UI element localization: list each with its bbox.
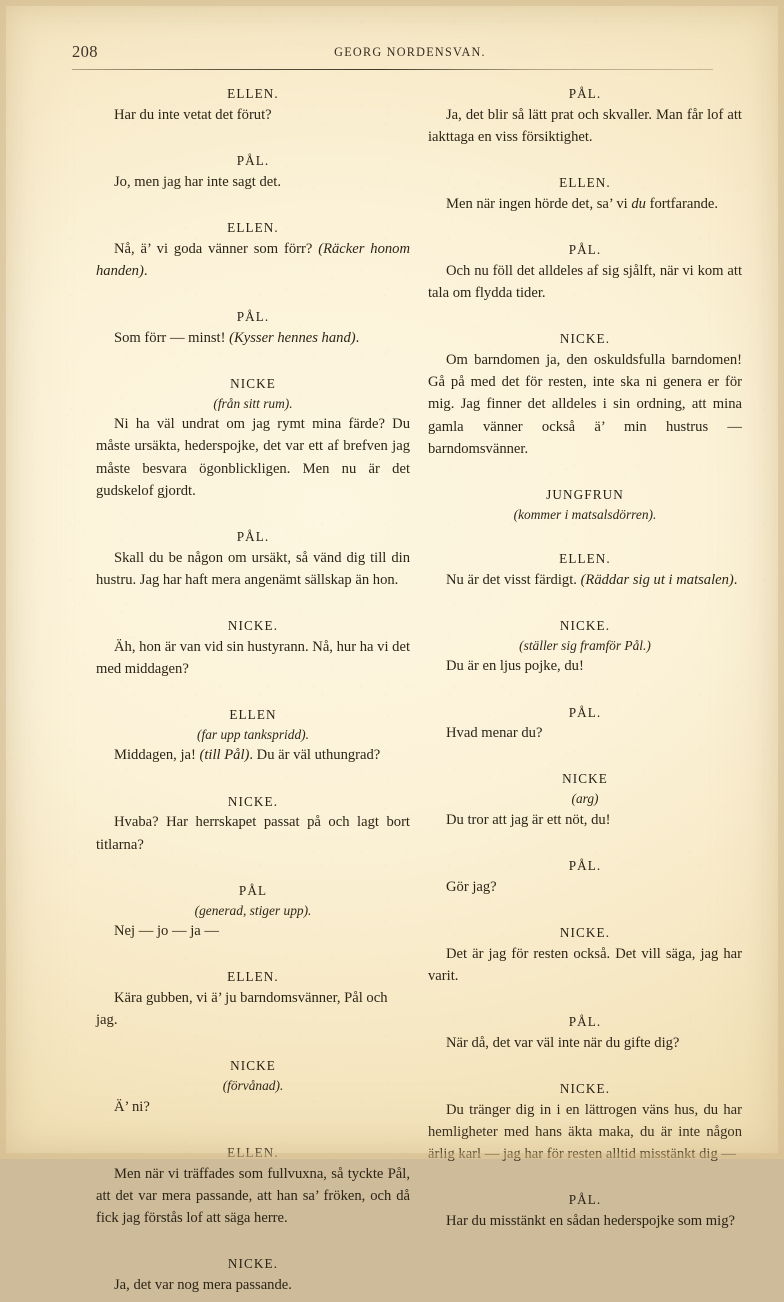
- dialogue-line: Nu är det visst färdigt. (Räddar sig ut i matsalen).: [446, 571, 738, 588]
- speech-block: [96, 1254, 410, 1296]
- dialogue-line: Skall du be någon om ursäkt, så vänd dig till din hustru. Jag har haft mera angenämt sällskap än hon.: [96, 549, 410, 588]
- stage-direction: (förvånad).: [222, 1078, 284, 1094]
- speaker-name: ELLEN.: [227, 969, 279, 985]
- dialogue-line: Jo, men jag har inte sagt det.: [114, 173, 281, 190]
- speech-gap: [428, 310, 742, 329]
- dialogue-line: Du tränger dig in i en lättrogen väns hus, du har hemligheter med hans äkta maka, du är inte någon ärlig karl — jag har för resten alltid misstänkt dig —: [428, 1101, 742, 1163]
- dialogue-line: Hvad menar du?: [446, 725, 543, 742]
- speaker-name: PÅL.: [568, 857, 602, 873]
- speaker-name: NICKE: [562, 771, 608, 787]
- speech-gap: [96, 199, 410, 218]
- speech-gap: [96, 288, 410, 307]
- speech-gap: [428, 154, 742, 173]
- speech-block: [428, 549, 742, 591]
- speech-block: [428, 84, 742, 148]
- speaker-name: NICKE.: [227, 793, 279, 809]
- speech-gap: [428, 221, 742, 240]
- speech-block: [428, 616, 742, 677]
- speech-gap: [428, 684, 742, 703]
- dialogue-line: Kära gubben, vi ä’ ju barndomsvänner, Pål och jag.: [96, 990, 388, 1029]
- speaker-name: NICKE: [230, 1058, 276, 1074]
- speech-gap: [428, 597, 742, 616]
- speech-gap: [96, 686, 410, 705]
- dialogue-line: Gör jag?: [446, 878, 497, 895]
- dialogue-line: Du tror att jag är ett nöt, du!: [446, 811, 611, 828]
- dialogue-line: Som förr — minst! (Kysser hennes hand).: [114, 329, 360, 346]
- speech-gap: [96, 1037, 410, 1056]
- speech-gap: [428, 1171, 742, 1190]
- dialogue-line: Har du misstänkt en sådan hederspojke som mig?: [446, 1213, 735, 1230]
- dialogue-line: Nå, ä’ vi goda vänner som förr? (Räcker honom handen).: [96, 240, 410, 279]
- speech-block: [96, 307, 410, 349]
- dialogue-line: Ä’ ni?: [114, 1098, 150, 1115]
- speech-block: [428, 769, 742, 830]
- speech-gap: [96, 948, 410, 967]
- speech-block: [96, 967, 410, 1031]
- speaker-name: PÅL.: [568, 1014, 602, 1029]
- speech-block: [96, 151, 410, 193]
- dialogue-line: Men när vi träffades som fullvuxna, så tyckte Pål, att det var mera passande, att han sa’ fröken, och då fick jag förstås lof att säga herre.: [96, 1165, 410, 1226]
- speaker-name: PÅL.: [568, 1192, 602, 1208]
- speaker-name: PÅL: [238, 882, 268, 898]
- speaker-name: ELLEN.: [227, 86, 279, 101]
- speaker-name: PÅL.: [568, 242, 602, 258]
- speech-gap: [96, 132, 410, 151]
- speech-gap: [96, 862, 410, 881]
- speech-block: [96, 792, 410, 856]
- speaker-name: PÅL.: [568, 704, 602, 720]
- running-title: GEORG NORDENSVAN.: [334, 45, 486, 59]
- speech-block: [96, 527, 410, 591]
- dialogue-line: Ni ha väl undrat om jag rymt mina färde? Du måste ursäkta, hederspojke, det var ett af brefven jag måste besvara ögonblickligen. Men nu är det gudskelof gjordt.: [96, 416, 410, 499]
- speech-gap: [96, 597, 410, 616]
- speech-gap: [96, 355, 410, 374]
- speaker-name: ELLEN.: [227, 219, 279, 235]
- speaker-name: ELLEN.: [559, 175, 611, 191]
- speaker-name: JUNGFRUN: [546, 486, 624, 502]
- dialogue-line: Du är en ljus pojke, du!: [446, 658, 584, 675]
- dialogue-line: Äh, hon är van vid sin hustyrann. Nå, hur ha vi det med middagen?: [96, 638, 410, 678]
- dialogue-line: Och nu föll det alldeles af sig sjålft, när vi kom att tala om flydda tider.: [428, 262, 742, 302]
- speech-block: [96, 1056, 410, 1117]
- stage-direction: (ställer sig framför Pål.): [519, 637, 651, 653]
- speaker-name: NICKE.: [227, 618, 279, 634]
- header-rule: [72, 69, 713, 70]
- speech-gap: [96, 1235, 410, 1254]
- dialogue-line: Har du inte vetat det förut?: [114, 106, 272, 123]
- speech-block: [428, 856, 742, 898]
- speaker-name: ELLEN: [229, 707, 277, 723]
- speaker-name: PÅL.: [236, 309, 270, 325]
- speech-block: [96, 218, 410, 282]
- speaker-name: NICKE.: [559, 618, 611, 634]
- speaker-name: NICKE.: [559, 924, 611, 940]
- speech-block: [428, 173, 742, 215]
- stage-direction: (kommer i matsalsdörren).: [513, 506, 657, 522]
- speech-gap: [428, 993, 742, 1012]
- speech-block: [428, 485, 742, 524]
- speaker-name: NICKE: [230, 376, 276, 392]
- speech-gap: [428, 904, 742, 923]
- column-left: [96, 84, 410, 1302]
- running-head: [72, 42, 712, 64]
- speech-gap: [428, 750, 742, 769]
- speech-gap: [96, 1124, 410, 1143]
- speaker-name: PÅL.: [236, 152, 270, 168]
- speaker-name: ELLEN.: [227, 1144, 279, 1160]
- speech-block: [428, 923, 742, 987]
- speech-gap: [96, 508, 410, 527]
- speech-block: [428, 703, 742, 745]
- stage-direction: (arg): [571, 791, 599, 807]
- dialogue-line: Hvaba? Har herrskapet passat på och lagt bort titlarna?: [96, 814, 410, 853]
- speech-block: [96, 84, 410, 126]
- dialogue-line: Ja, det var nog mera passande.: [114, 1276, 292, 1293]
- page-number: 208: [72, 42, 98, 61]
- speech-block: [96, 705, 410, 766]
- dialogue-line: Middagen, ja! (till Pål). Du är väl uthungrad?: [114, 747, 381, 764]
- speech-block: [428, 1079, 742, 1165]
- speech-block: [428, 1012, 742, 1054]
- speech-block: [96, 616, 410, 680]
- speech-gap: [428, 837, 742, 856]
- speaker-name: PÅL.: [568, 86, 602, 101]
- dialogue-line: Nej — jo — ja —: [114, 923, 219, 940]
- speech-block: [96, 1143, 410, 1229]
- dialogue-line: Ja, det blir så lätt prat och skvaller. Man får lof att iakttaga en viss försiktighet.: [428, 106, 742, 145]
- speaker-name: NICKE.: [559, 331, 611, 347]
- speech-block: [96, 374, 410, 502]
- column-right: [428, 84, 742, 1238]
- dialogue-line: Om barndomen ja, den oskuldsfulla barndomen! Gå på med det för resten, inte ska ni genera er för mig. Jag finner det alldeles i sin ordning, att mina gamla vänner också ä’ min hustrus — barndomsvänner.: [428, 352, 742, 457]
- speaker-name: PÅL.: [236, 528, 270, 544]
- stage-direction: (från sitt rum).: [213, 395, 293, 411]
- dialogue-line: Men när ingen hörde det, sa’ vi du fortfarande.: [446, 195, 719, 212]
- speech-gap: [428, 466, 742, 485]
- speaker-name: NICKE.: [559, 1080, 611, 1096]
- stage-direction: (generad, stiger upp).: [194, 902, 312, 918]
- dialogue-line: När då, det var väl inte när du gifte dig?: [446, 1034, 680, 1051]
- speech-gap: [96, 773, 410, 792]
- speech-block: [428, 240, 742, 304]
- stage-direction: (far upp tankspridd).: [197, 727, 309, 743]
- speech-gap: [428, 1060, 742, 1079]
- speech-block: [96, 881, 410, 942]
- speech-block: [428, 1190, 742, 1232]
- speech-block: [428, 329, 742, 460]
- speaker-name: NICKE.: [227, 1256, 279, 1272]
- speech-gap: [428, 530, 742, 549]
- speaker-name: ELLEN.: [559, 551, 611, 567]
- dialogue-line: Det är jag för resten också. Det vill säga, jag har varit.: [428, 945, 742, 984]
